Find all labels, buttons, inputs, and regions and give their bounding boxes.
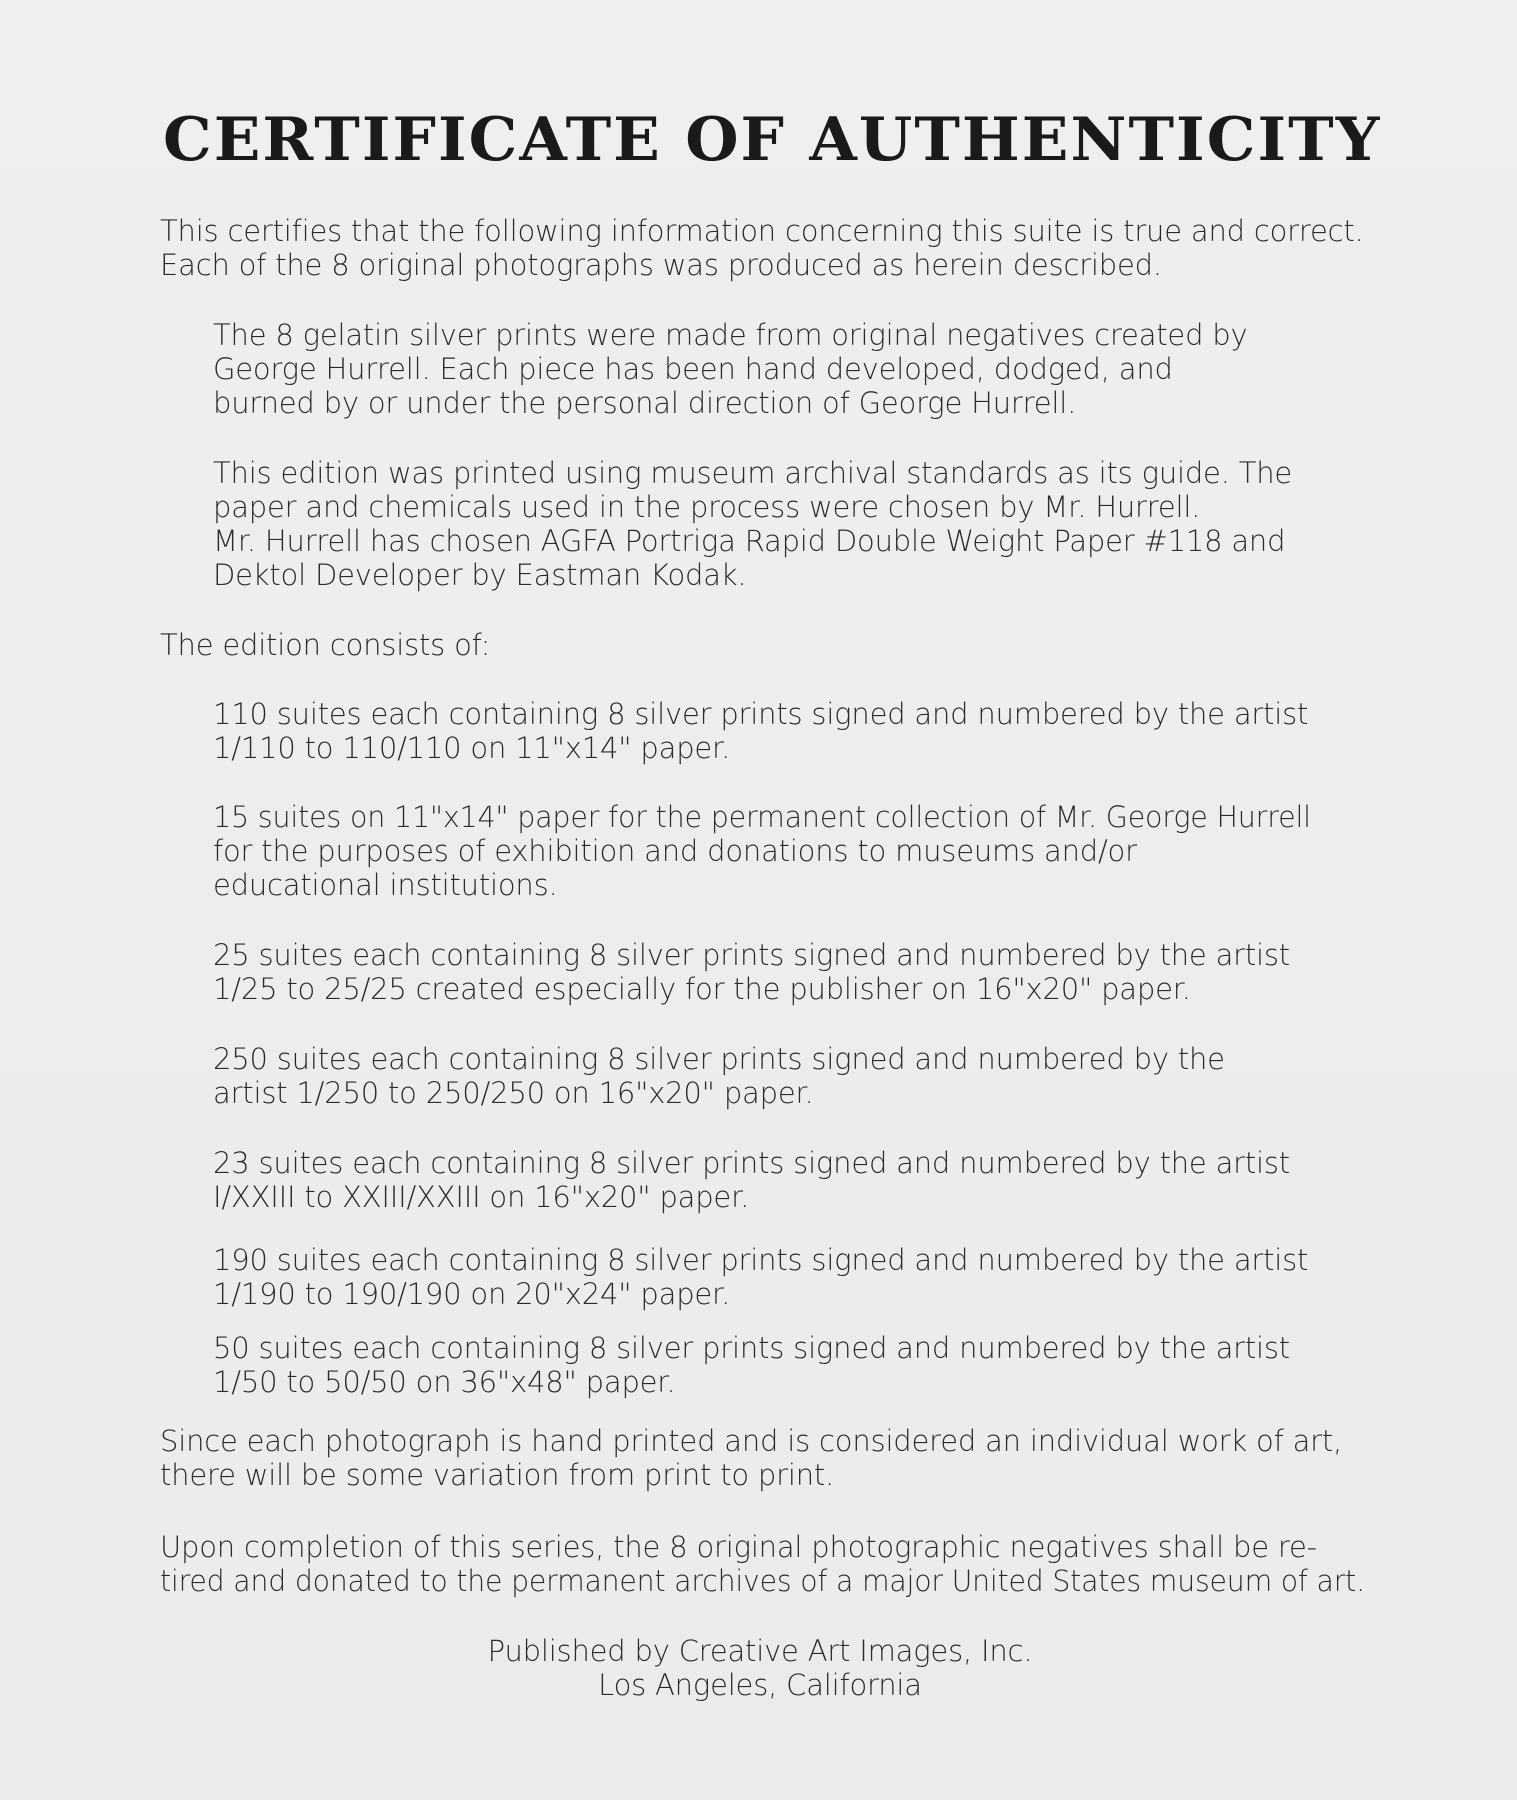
process-line: paper and chemicals used in the process were chosen by Mr. Hurrell.: [213, 490, 1201, 524]
edition-item: [213, 800, 1311, 902]
edition-line: 110 suites each containing 8 silver prints signed and numbered by the artist: [213, 697, 1309, 731]
page-title: CERTIFICATE OF AUTHENTICITY: [163, 105, 1382, 175]
variation-line: Since each photograph is hand printed and is considered an individual work of art,: [160, 1424, 1343, 1458]
completion-note: [160, 1530, 1365, 1598]
edition-line: for the purposes of exhibition and donations to museums and/or: [213, 834, 1137, 868]
edition-line: 50 suites each containing 8 silver prints signed and numbered by the artist: [213, 1331, 1290, 1365]
edition-line: 1/25 to 25/25 created especially for the publisher on 16"x20" paper.: [213, 972, 1191, 1006]
variation-note: [160, 1424, 1365, 1492]
edition-line: 250 suites each containing 8 silver prints signed and numbered by the: [213, 1042, 1225, 1076]
process-line: Mr. Hurrell has chosen AGFA Portriga Rapid Double Weight Paper #118 and: [213, 524, 1286, 558]
edition-item: [213, 1146, 1311, 1214]
completion-line: tired and donated to the permanent archives of a major United States museum of art.: [160, 1564, 1365, 1598]
process-line: This edition was printed using museum archival standards as its guide. The: [213, 456, 1293, 490]
process-paragraph-1: [213, 318, 1311, 420]
edition-line: 1/50 to 50/50 on 36"x48" paper.: [213, 1365, 676, 1399]
edition-line: 1/190 to 190/190 on 20"x24" paper.: [213, 1277, 731, 1311]
edition-item: [213, 1331, 1311, 1399]
process-line: George Hurrell. Each piece has been hand developed, dodged, and: [213, 352, 1173, 386]
variation-line: there will be some variation from print to print.: [160, 1458, 835, 1492]
completion-line: Upon completion of this series, the 8 original photographic negatives shall be re-: [160, 1530, 1317, 1564]
edition-item: [213, 1042, 1311, 1110]
process-line: The 8 gelatin silver prints were made from original negatives created by: [213, 318, 1248, 352]
edition-line: 1/110 to 110/110 on 11"x14" paper.: [213, 731, 731, 765]
process-line: burned by or under the personal direction of George Hurrell.: [213, 386, 1077, 420]
edition-item: [213, 1243, 1311, 1311]
process-line: Dektol Developer by Eastman Kodak.: [213, 558, 747, 592]
edition-line: 23 suites each containing 8 silver prints signed and numbered by the artist: [213, 1146, 1290, 1180]
edition-line: 25 suites each containing 8 silver prints signed and numbered by the artist: [213, 938, 1290, 972]
process-paragraph-2: [213, 456, 1311, 592]
intro-paragraph: [160, 214, 1365, 282]
publisher-name: Published by Creative Art Images, Inc.: [487, 1634, 1033, 1668]
edition-heading: The edition consists of:: [160, 628, 491, 662]
edition-line: artist 1/250 to 250/250 on 16"x20" paper.: [213, 1076, 814, 1110]
edition-item: [213, 697, 1311, 765]
edition-line: I/XXIII to XXIII/XXIII on 16"x20" paper.: [213, 1180, 750, 1214]
publisher-location: Los Angeles, California: [598, 1668, 922, 1702]
edition-line: educational institutions.: [213, 868, 558, 902]
edition-item: [213, 938, 1311, 1006]
intro-line: This certifies that the following information concerning this suite is true and correct.: [160, 214, 1364, 248]
intro-line: Each of the 8 original photographs was produced as herein described.: [160, 248, 1162, 282]
edition-line: 15 suites on 11"x14" paper for the permanent collection of Mr. George Hurrell: [213, 800, 1311, 834]
publisher-block: [360, 1634, 1160, 1702]
edition-line: 190 suites each containing 8 silver prints signed and numbered by the artist: [213, 1243, 1309, 1277]
